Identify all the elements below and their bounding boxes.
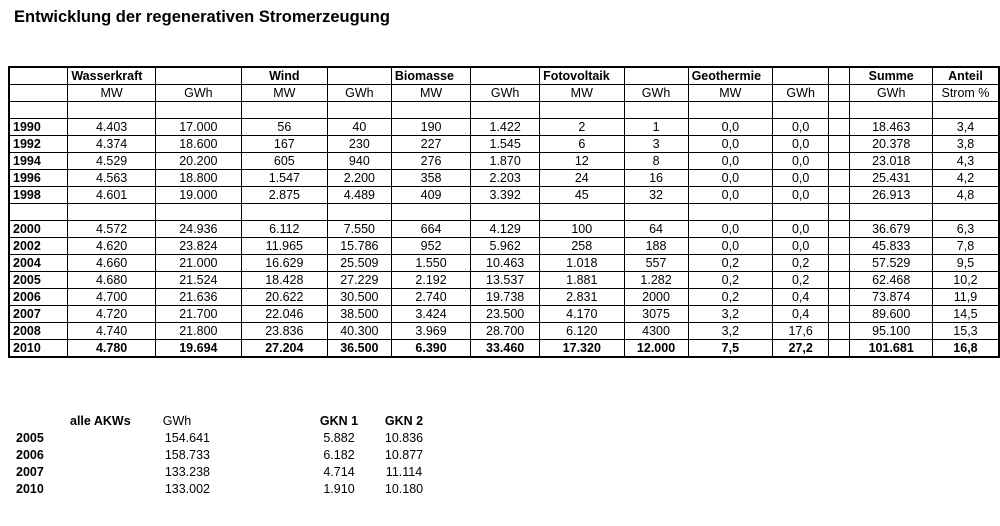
value-cell: 1.881 xyxy=(540,272,624,289)
value-cell: 24.936 xyxy=(155,221,241,238)
value-cell: 13.537 xyxy=(471,272,540,289)
value-cell: 4.780 xyxy=(68,340,156,358)
value-cell: 190 xyxy=(391,119,470,136)
value-cell: 4.572 xyxy=(68,221,156,238)
value-cell: 230 xyxy=(327,136,391,153)
value-cell: 3 xyxy=(624,136,688,153)
spacer-cell xyxy=(829,340,850,358)
spacer-cell xyxy=(829,238,850,255)
value-cell: 36.679 xyxy=(850,221,933,238)
value-cell: 4.170 xyxy=(540,306,624,323)
year-cell: 2002 xyxy=(9,238,68,255)
value-cell: 4,8 xyxy=(932,187,999,204)
value-cell: 10,2 xyxy=(932,272,999,289)
value-cell: 2.831 xyxy=(540,289,624,306)
akw-gkn1: 6.182 xyxy=(323,448,355,462)
akw-gkn1: 4.714 xyxy=(323,465,355,479)
value-cell: 20.378 xyxy=(850,136,933,153)
value-cell: 0,0 xyxy=(688,153,773,170)
value-cell: 1.550 xyxy=(391,255,470,272)
unit-cell: GWh xyxy=(471,85,540,102)
empty-cell xyxy=(68,102,156,119)
table-row xyxy=(9,340,999,358)
value-cell: 16.629 xyxy=(241,255,327,272)
value-cell: 18.463 xyxy=(850,119,933,136)
value-cell: 3.424 xyxy=(391,306,470,323)
value-cell: 0,0 xyxy=(773,170,829,187)
value-cell: 57.529 xyxy=(850,255,933,272)
akw-gkn2: 11.114 xyxy=(385,465,423,479)
value-cell: 2.192 xyxy=(391,272,470,289)
unit-cell: GWh xyxy=(773,85,829,102)
value-cell: 27.229 xyxy=(327,272,391,289)
value-cell: 21.800 xyxy=(155,323,241,340)
value-cell: 952 xyxy=(391,238,470,255)
year-cell: 1990 xyxy=(9,119,68,136)
value-cell: 23.836 xyxy=(241,323,327,340)
value-cell: 0,0 xyxy=(688,119,773,136)
value-cell: 0,2 xyxy=(773,272,829,289)
value-cell: 4.680 xyxy=(68,272,156,289)
year-cell: 2005 xyxy=(9,272,68,289)
value-cell: 188 xyxy=(624,238,688,255)
value-cell: 23.018 xyxy=(850,153,933,170)
value-cell: 3.392 xyxy=(471,187,540,204)
spacer-cell xyxy=(829,136,850,153)
unit-cell: MW xyxy=(540,85,624,102)
akw-year: 2006 xyxy=(16,448,44,462)
header-blank xyxy=(624,67,688,85)
empty-cell xyxy=(9,204,68,221)
value-cell: 20.200 xyxy=(155,153,241,170)
value-cell: 32 xyxy=(624,187,688,204)
value-cell: 0,0 xyxy=(773,238,829,255)
value-cell: 18.800 xyxy=(155,170,241,187)
table-row xyxy=(9,170,999,187)
akw-gkn2: 10.836 xyxy=(384,431,424,445)
empty-cell xyxy=(773,204,829,221)
value-cell: 19.000 xyxy=(155,187,241,204)
value-cell: 1.282 xyxy=(624,272,688,289)
value-cell: 557 xyxy=(624,255,688,272)
year-cell: 2008 xyxy=(9,323,68,340)
unit-cell: Strom % xyxy=(932,85,999,102)
value-cell: 16,8 xyxy=(932,340,999,358)
header-biomasse: Biomasse xyxy=(391,67,470,85)
table-row xyxy=(9,238,999,255)
value-cell: 0,4 xyxy=(773,289,829,306)
value-cell: 258 xyxy=(540,238,624,255)
page-title: Entwicklung der regenerativen Stromerzeugung xyxy=(14,8,390,26)
year-cell: 1992 xyxy=(9,136,68,153)
akw-header-label: alle AKWs xyxy=(70,414,131,428)
value-cell: 4.720 xyxy=(68,306,156,323)
akw-header-gkn1: GKN 1 xyxy=(319,414,359,428)
table-row xyxy=(9,136,999,153)
value-cell: 10.463 xyxy=(471,255,540,272)
value-cell: 23.824 xyxy=(155,238,241,255)
unit-cell: MW xyxy=(241,85,327,102)
value-cell: 33.460 xyxy=(471,340,540,358)
value-cell: 26.913 xyxy=(850,187,933,204)
empty-cell xyxy=(624,204,688,221)
value-cell: 28.700 xyxy=(471,323,540,340)
value-cell: 358 xyxy=(391,170,470,187)
value-cell: 2.200 xyxy=(327,170,391,187)
value-cell: 7,5 xyxy=(688,340,773,358)
header-row-groups xyxy=(9,67,999,85)
value-cell: 0,0 xyxy=(688,221,773,238)
header-summe: Summe xyxy=(850,67,933,85)
value-cell: 227 xyxy=(391,136,470,153)
table-body xyxy=(9,67,999,357)
header-geothermie: Geothermie xyxy=(688,67,773,85)
empty-cell xyxy=(688,204,773,221)
value-cell: 1 xyxy=(624,119,688,136)
value-cell: 940 xyxy=(327,153,391,170)
akw-gkn1: 5.882 xyxy=(323,431,355,445)
value-cell: 0,0 xyxy=(773,119,829,136)
value-cell: 25.509 xyxy=(327,255,391,272)
table-row xyxy=(9,221,999,238)
unit-corner xyxy=(9,85,68,102)
value-cell: 21.524 xyxy=(155,272,241,289)
value-cell: 4.660 xyxy=(68,255,156,272)
value-cell: 3,4 xyxy=(932,119,999,136)
value-cell: 22.046 xyxy=(241,306,327,323)
value-cell: 17.000 xyxy=(155,119,241,136)
value-cell: 17,6 xyxy=(773,323,829,340)
empty-cell xyxy=(241,204,327,221)
empty-cell xyxy=(241,102,327,119)
header-row-units xyxy=(9,85,999,102)
value-cell: 6.112 xyxy=(241,221,327,238)
table-row xyxy=(9,323,999,340)
header-wasserkraft: Wasserkraft xyxy=(68,67,156,85)
unit-cell: GWh xyxy=(327,85,391,102)
value-cell: 4.374 xyxy=(68,136,156,153)
value-cell: 21.636 xyxy=(155,289,241,306)
empty-cell xyxy=(155,204,241,221)
spacer-cell xyxy=(829,306,850,323)
akw-header-gkn2: GKN 2 xyxy=(384,414,424,428)
value-cell: 16 xyxy=(624,170,688,187)
akw-gwh: 154.641 xyxy=(164,431,210,445)
value-cell: 5.962 xyxy=(471,238,540,255)
value-cell: 6,3 xyxy=(932,221,999,238)
year-cell: 1996 xyxy=(9,170,68,187)
value-cell: 20.622 xyxy=(241,289,327,306)
spacer-cell xyxy=(829,119,850,136)
value-cell: 27.204 xyxy=(241,340,327,358)
blank-row xyxy=(9,102,999,119)
empty-cell xyxy=(850,102,933,119)
empty-cell xyxy=(624,102,688,119)
value-cell: 18.428 xyxy=(241,272,327,289)
value-cell: 21.700 xyxy=(155,306,241,323)
value-cell: 25.431 xyxy=(850,170,933,187)
value-cell: 7,8 xyxy=(932,238,999,255)
value-cell: 45.833 xyxy=(850,238,933,255)
spacer-cell xyxy=(829,221,850,238)
value-cell: 409 xyxy=(391,187,470,204)
value-cell: 21.000 xyxy=(155,255,241,272)
empty-cell xyxy=(932,102,999,119)
value-cell: 4.529 xyxy=(68,153,156,170)
empty-cell xyxy=(155,102,241,119)
value-cell: 73.874 xyxy=(850,289,933,306)
value-cell: 12 xyxy=(540,153,624,170)
value-cell: 0,2 xyxy=(688,255,773,272)
value-cell: 36.500 xyxy=(327,340,391,358)
value-cell: 4.403 xyxy=(68,119,156,136)
empty-cell xyxy=(540,204,624,221)
akw-gkn2: 10.877 xyxy=(384,448,424,462)
value-cell: 0,0 xyxy=(688,136,773,153)
unit-cell: MW xyxy=(688,85,773,102)
value-cell: 17.320 xyxy=(540,340,624,358)
spacer-cell xyxy=(829,170,850,187)
empty-cell xyxy=(68,204,156,221)
value-cell: 1.545 xyxy=(471,136,540,153)
value-cell: 0,0 xyxy=(773,187,829,204)
value-cell: 0,0 xyxy=(688,187,773,204)
blank-row xyxy=(9,204,999,221)
value-cell: 27,2 xyxy=(773,340,829,358)
header-anteil: Anteil xyxy=(932,67,999,85)
table-row xyxy=(9,289,999,306)
value-cell: 4,2 xyxy=(932,170,999,187)
value-cell: 0,2 xyxy=(773,255,829,272)
value-cell: 1.547 xyxy=(241,170,327,187)
value-cell: 605 xyxy=(241,153,327,170)
value-cell: 4.740 xyxy=(68,323,156,340)
value-cell: 2 xyxy=(540,119,624,136)
year-cell: 2006 xyxy=(9,289,68,306)
value-cell: 19.738 xyxy=(471,289,540,306)
value-cell: 56 xyxy=(241,119,327,136)
header-corner xyxy=(9,67,68,85)
value-cell: 2.740 xyxy=(391,289,470,306)
header-blank xyxy=(155,67,241,85)
value-cell: 95.100 xyxy=(850,323,933,340)
year-cell: 2000 xyxy=(9,221,68,238)
value-cell: 0,0 xyxy=(688,238,773,255)
empty-cell xyxy=(391,102,470,119)
value-cell: 4.563 xyxy=(68,170,156,187)
value-cell: 45 xyxy=(540,187,624,204)
empty-cell xyxy=(932,204,999,221)
unit-cell: GWh xyxy=(624,85,688,102)
spacer-cell xyxy=(829,187,850,204)
value-cell: 11,9 xyxy=(932,289,999,306)
value-cell: 0,0 xyxy=(773,136,829,153)
table-row xyxy=(9,255,999,272)
value-cell: 1.870 xyxy=(471,153,540,170)
value-cell: 40 xyxy=(327,119,391,136)
akw-year: 2010 xyxy=(16,482,44,496)
empty-cell xyxy=(327,102,391,119)
value-cell: 2.203 xyxy=(471,170,540,187)
year-cell: 1998 xyxy=(9,187,68,204)
value-cell: 167 xyxy=(241,136,327,153)
table-row xyxy=(9,119,999,136)
header-blank xyxy=(327,67,391,85)
header-fotovoltaik: Fotovoltaik xyxy=(540,67,624,85)
value-cell: 2000 xyxy=(624,289,688,306)
value-cell: 101.681 xyxy=(850,340,933,358)
value-cell: 23.500 xyxy=(471,306,540,323)
unit-cell: MW xyxy=(68,85,156,102)
value-cell: 4.489 xyxy=(327,187,391,204)
value-cell: 38.500 xyxy=(327,306,391,323)
value-cell: 12.000 xyxy=(624,340,688,358)
value-cell: 9,5 xyxy=(932,255,999,272)
value-cell: 0,0 xyxy=(688,170,773,187)
year-cell: 2010 xyxy=(9,340,68,358)
value-cell: 14,5 xyxy=(932,306,999,323)
value-cell: 4.129 xyxy=(471,221,540,238)
header-spacer xyxy=(829,67,850,85)
empty-cell xyxy=(9,102,68,119)
value-cell: 3075 xyxy=(624,306,688,323)
value-cell: 62.468 xyxy=(850,272,933,289)
value-cell: 15,3 xyxy=(932,323,999,340)
value-cell: 0,2 xyxy=(688,272,773,289)
spacer-cell xyxy=(829,272,850,289)
data-table xyxy=(8,66,1000,358)
value-cell: 89.600 xyxy=(850,306,933,323)
value-cell: 30.500 xyxy=(327,289,391,306)
value-cell: 4300 xyxy=(624,323,688,340)
spacer-cell xyxy=(829,289,850,306)
value-cell: 6.390 xyxy=(391,340,470,358)
empty-cell xyxy=(391,204,470,221)
value-cell: 64 xyxy=(624,221,688,238)
value-cell: 0,2 xyxy=(688,289,773,306)
value-cell: 0,0 xyxy=(773,221,829,238)
akw-gwh: 158.733 xyxy=(164,448,210,462)
value-cell: 18.600 xyxy=(155,136,241,153)
value-cell: 3,2 xyxy=(688,306,773,323)
unit-cell: MW xyxy=(391,85,470,102)
value-cell: 1.422 xyxy=(471,119,540,136)
akw-gwh: 133.002 xyxy=(164,482,210,496)
value-cell: 1.018 xyxy=(540,255,624,272)
empty-cell xyxy=(688,102,773,119)
akw-year: 2007 xyxy=(16,465,44,479)
empty-cell xyxy=(471,102,540,119)
unit-cell: GWh xyxy=(155,85,241,102)
empty-cell xyxy=(471,204,540,221)
header-blank xyxy=(471,67,540,85)
unit-cell: GWh xyxy=(850,85,933,102)
value-cell: 664 xyxy=(391,221,470,238)
year-cell: 2004 xyxy=(9,255,68,272)
value-cell: 3,2 xyxy=(688,323,773,340)
value-cell: 2.875 xyxy=(241,187,327,204)
empty-cell xyxy=(540,102,624,119)
value-cell: 7.550 xyxy=(327,221,391,238)
value-cell: 3,8 xyxy=(932,136,999,153)
value-cell: 3.969 xyxy=(391,323,470,340)
spacer-cell xyxy=(829,153,850,170)
value-cell: 40.300 xyxy=(327,323,391,340)
value-cell: 24 xyxy=(540,170,624,187)
value-cell: 15.786 xyxy=(327,238,391,255)
empty-cell xyxy=(327,204,391,221)
value-cell: 4.700 xyxy=(68,289,156,306)
value-cell: 8 xyxy=(624,153,688,170)
spacer-cell xyxy=(829,255,850,272)
table-row xyxy=(9,187,999,204)
akw-header-gwh: GWh xyxy=(162,414,192,428)
value-cell: 0,0 xyxy=(773,153,829,170)
value-cell: 6 xyxy=(540,136,624,153)
value-cell: 4,3 xyxy=(932,153,999,170)
unit-spacer xyxy=(829,85,850,102)
empty-cell xyxy=(829,204,850,221)
empty-cell xyxy=(773,102,829,119)
empty-cell xyxy=(829,102,850,119)
table-row xyxy=(9,153,999,170)
spacer-cell xyxy=(829,323,850,340)
akw-gkn1: 1.910 xyxy=(323,482,355,496)
year-cell: 1994 xyxy=(9,153,68,170)
table-row xyxy=(9,306,999,323)
akw-gkn2: 10.180 xyxy=(384,482,424,496)
value-cell: 100 xyxy=(540,221,624,238)
table-row xyxy=(9,272,999,289)
value-cell: 276 xyxy=(391,153,470,170)
value-cell: 4.620 xyxy=(68,238,156,255)
header-wind: Wind xyxy=(241,67,327,85)
value-cell: 0,4 xyxy=(773,306,829,323)
akw-year: 2005 xyxy=(16,431,44,445)
akw-gwh: 133.238 xyxy=(164,465,210,479)
value-cell: 6.120 xyxy=(540,323,624,340)
value-cell: 4.601 xyxy=(68,187,156,204)
empty-cell xyxy=(850,204,933,221)
header-blank xyxy=(773,67,829,85)
year-cell: 2007 xyxy=(9,306,68,323)
value-cell: 19.694 xyxy=(155,340,241,358)
value-cell: 11.965 xyxy=(241,238,327,255)
